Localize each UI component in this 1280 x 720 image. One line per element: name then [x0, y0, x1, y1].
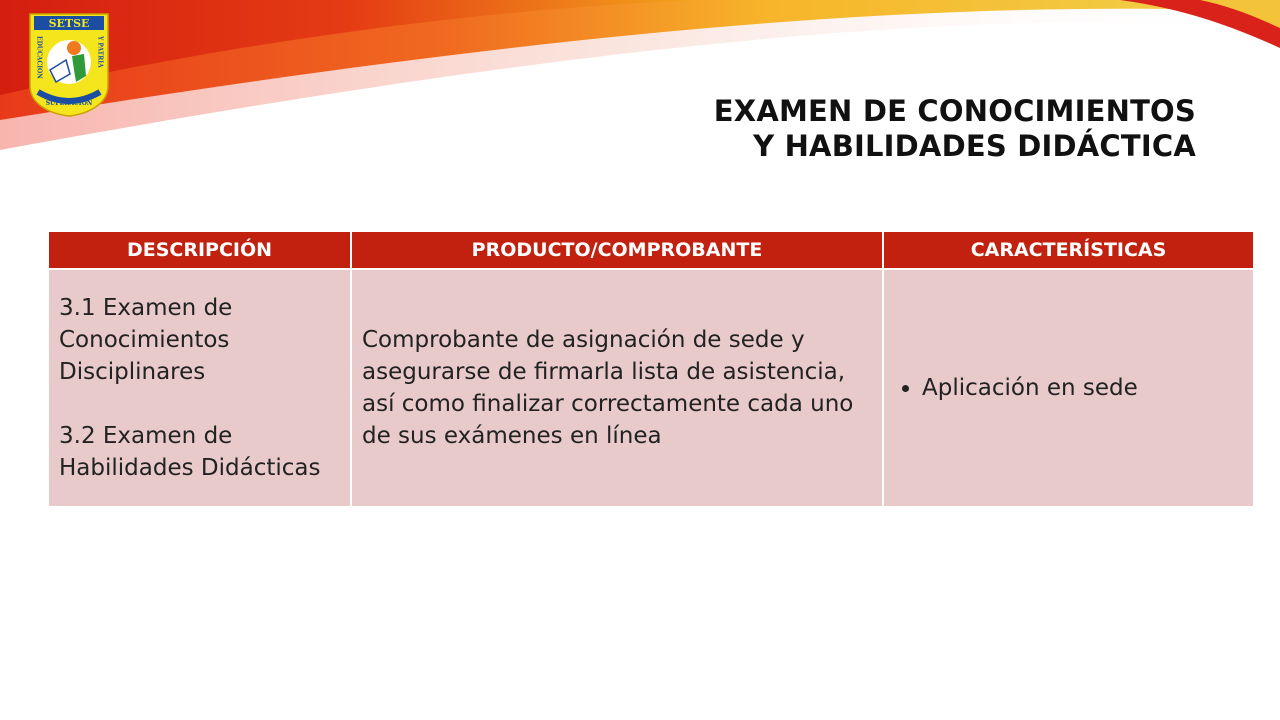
svg-text:Y PATRIA: Y PATRIA: [96, 36, 104, 68]
svg-text:SUPERACION: SUPERACION: [45, 100, 93, 107]
requirements-table: [47, 230, 1255, 508]
caracteristicas-item: • Aplicación en sede: [922, 372, 1243, 404]
table-row: [48, 269, 1254, 507]
cell-producto: [351, 269, 883, 507]
svg-text:SETSE: SETSE: [48, 17, 90, 30]
descripcion-item-2: 3.2 Examen de Habilidades Didácticas: [59, 423, 321, 481]
header-descripcion: DESCRIPCIÓN: [48, 231, 351, 269]
descripcion-item-1: 3.1 Examen de Conocimientos Disciplinares: [59, 295, 233, 385]
setse-logo: [28, 12, 110, 118]
table-header-row: [48, 231, 1254, 269]
header-producto: PRODUCTO/COMPROBANTE: [351, 231, 883, 269]
slide-title-line-1: EXAMEN DE CONOCIMIENTOS: [713, 94, 1196, 128]
slide-title-line-2: Y HABILIDADES DIDÁCTICA: [753, 129, 1196, 163]
cell-caracteristicas: [883, 269, 1254, 507]
header-caracteristicas: CARACTERÍSTICAS: [883, 231, 1254, 269]
producto-text: Comprobante de asignación de sede y asegurarse de firmarla lista de asistencia, así como finalizar correctamente cada uno de sus exámenes en línea: [362, 327, 854, 449]
svg-text:EDUCACION: EDUCACION: [35, 36, 43, 79]
slide-title: [714, 94, 1196, 164]
caracteristicas-list: [894, 372, 1243, 404]
cell-descripcion: [48, 269, 351, 507]
